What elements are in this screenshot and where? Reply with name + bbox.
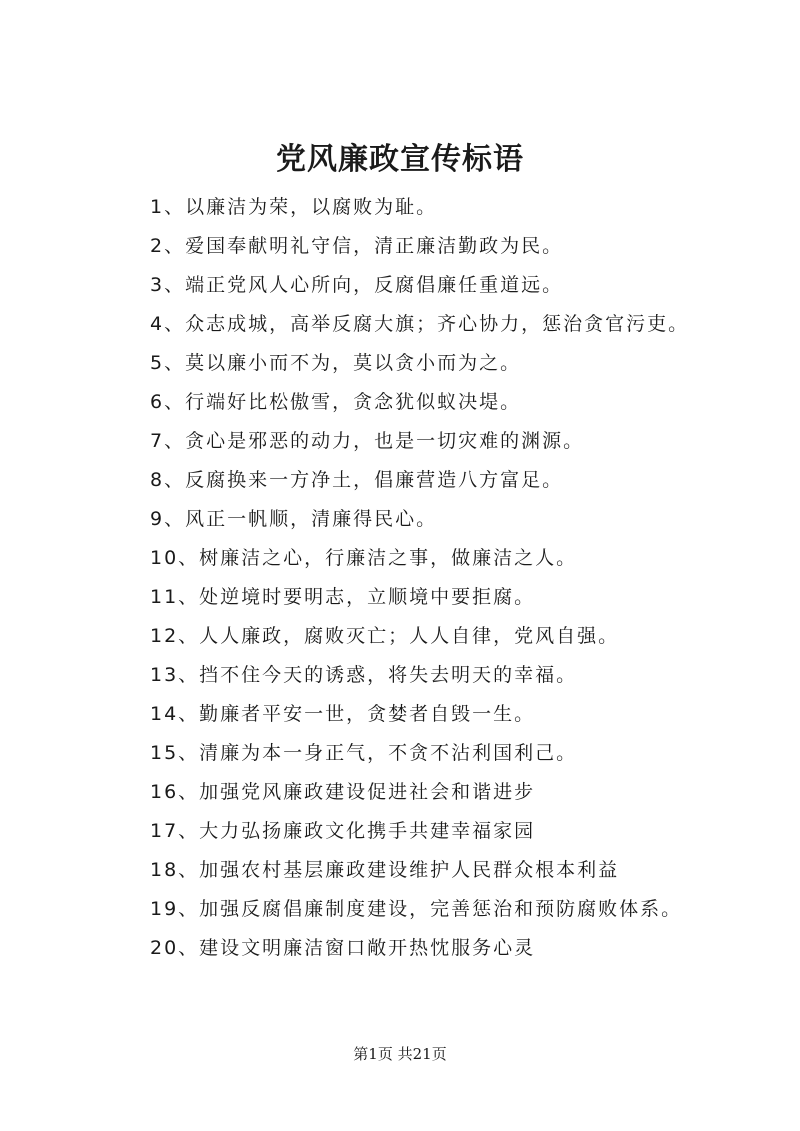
list-item: 2、爱国奉献明礼守信，清正廉洁勤政为民。 xyxy=(150,235,564,257)
list-item: 14、勤廉者平安一世，贪婪者自毁一生。 xyxy=(150,703,536,725)
list-item: 17、大力弘扬廉政文化携手共建幸福家园 xyxy=(150,820,536,842)
list-item: 7、贪心是邪恶的动力，也是一切灾难的渊源。 xyxy=(150,430,585,452)
list-item: 20、建设文明廉洁窗口敞开热忱服务心灵 xyxy=(150,937,536,959)
list-item: 1、以廉洁为荣，以腐败为耻。 xyxy=(150,196,438,218)
list-item: 4、众志成城，高举反腐大旗；齐心协力，惩治贪官污吏。 xyxy=(150,313,690,335)
list-item: 18、加强农村基层廉政建设维护人民群众根本利益 xyxy=(150,859,620,881)
page-number-footer: 第1页 共21页 xyxy=(353,1045,447,1063)
list-item: 15、清廉为本一身正气，不贪不沾利国利己。 xyxy=(150,742,578,764)
document-title: 党风廉政宣传标语 xyxy=(276,142,524,177)
list-item: 11、处逆境时要明志，立顺境中要拒腐。 xyxy=(150,586,536,608)
list-item: 3、端正党风人心所向，反腐倡廉任重道远。 xyxy=(150,274,564,296)
list-item: 16、加强党风廉政建设促进社会和谐进步 xyxy=(150,781,536,803)
list-item: 6、行端好比松傲雪，贪念犹似蚁决堤。 xyxy=(150,391,522,413)
list-item: 9、风正一帆顺，清廉得民心。 xyxy=(150,508,438,530)
slogan-list xyxy=(150,188,770,968)
list-item: 12、人人廉政，腐败灭亡；人人自律，党风自强。 xyxy=(150,625,620,647)
list-item: 19、加强反腐倡廉制度建设，完善惩治和预防腐败体系。 xyxy=(150,898,683,920)
list-item: 8、反腐换来一方净土，倡廉营造八方富足。 xyxy=(150,469,564,491)
list-item: 5、莫以廉小而不为，莫以贪小而为之。 xyxy=(150,352,522,374)
list-item: 10、树廉洁之心，行廉洁之事，做廉洁之人。 xyxy=(150,547,578,569)
list-item: 13、挡不住今天的诱惑，将失去明天的幸福。 xyxy=(150,664,578,686)
